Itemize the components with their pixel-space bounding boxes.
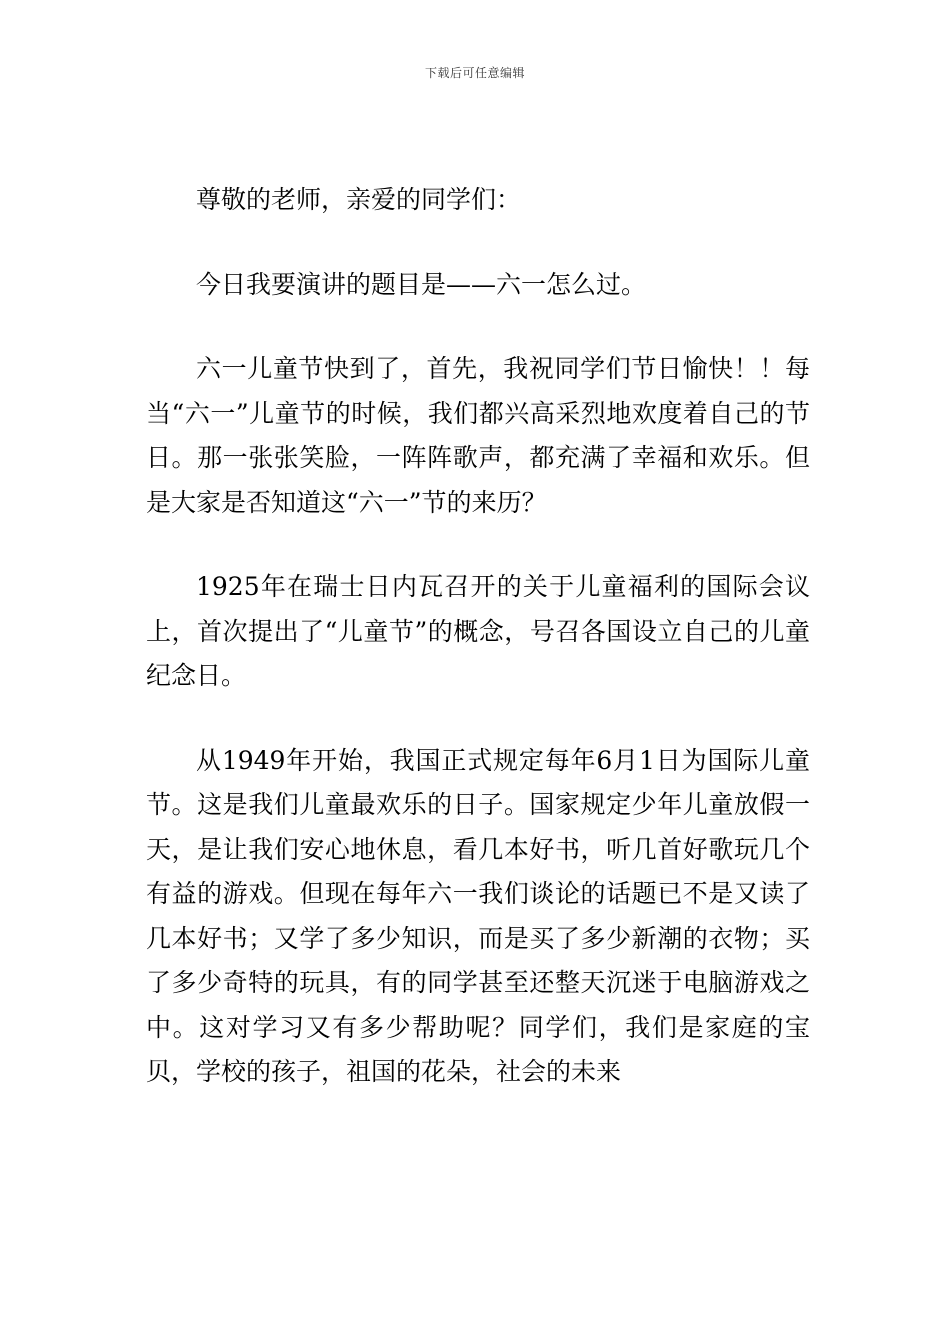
paragraph-current: 从1949年开始，我国正式规定每年6月1日为国际儿童节。这是我们儿童最欢乐的日子。国家规定少年儿童放假一天，是让我们安心地休息，看几本好书，听几首好歌玩几个有益的游戏。但现在每年六一我们谈论的话题已不是又读了几本好书；又学了多少知识，而是买了多少新潮的衣物；买了多少奇特的玩具，有的同学甚至还整天沉迷于电脑游戏之中。这对学习又有多少帮助呢？同学们，我们是家庭的宝贝，学校的孩子，祖国的花朵，社会的未来 — [146, 745, 810, 1086]
paragraph-history: 1925年在瑞士日内瓦召开的关于儿童福利的国际会议上，首次提出了“儿童节”的概念，号召各国设立自己的儿童纪念日。 — [146, 572, 810, 690]
header-note: 下载后可任意编辑 — [424, 66, 525, 80]
paragraph-topic: 今日我要演讲的题目是——六一怎么过。 — [196, 269, 647, 299]
speech-body — [146, 178, 810, 1095]
paragraph-intro: 六一儿童节快到了，首先，我祝同学们节日愉快！！每当“六一”儿童节的时候，我们都兴高采烈地欢度着自己的节日。那一张张笑脸，一阵阵歌声，都充满了幸福和欢乐。但是大家是否知道这“六一”节的来历？ — [146, 354, 810, 517]
paragraph-greeting: 尊敬的老师，亲爱的同学们： — [196, 185, 522, 214]
